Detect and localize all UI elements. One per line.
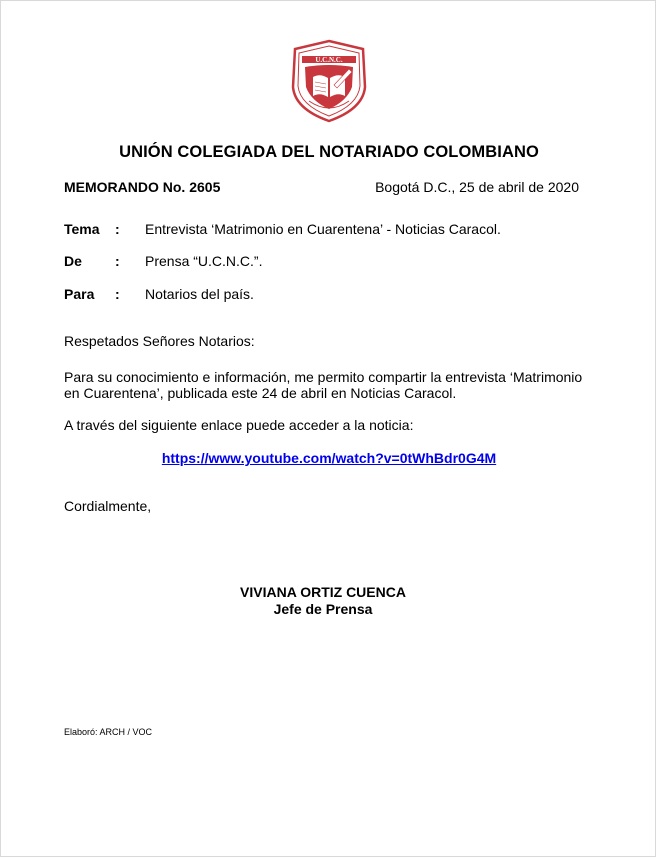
field-label-de: De (64, 253, 82, 269)
field-value-tema: Entrevista ‘Matrimonio en Cuarentena’ - Noticias Caracol. (145, 221, 501, 237)
signatory-title: Jefe de Prensa (273, 601, 373, 617)
field-colon-para: : (115, 286, 120, 302)
organization-title: UNIÓN COLEGIADA DEL NOTARIADO COLOMBIANO (119, 143, 539, 161)
link-intro: A través del siguiente enlace puede acceder a la noticia: (64, 417, 414, 433)
field-value-de: Prensa “U.C.N.C.”. (145, 253, 263, 269)
memo-number: MEMORANDO No. 2605 (64, 179, 221, 195)
signatory-name: VIVIANA ORTIZ CUENCA (240, 584, 406, 600)
field-colon-tema: : (115, 221, 120, 237)
ucnc-seal-logo (289, 39, 369, 123)
paragraph-line-1: Para su conocimiento e información, me permito compartir la entrevista ‘Matrimonio (64, 369, 583, 385)
closing: Cordialmente, (64, 498, 152, 514)
paragraph-line-2: en Cuarentena’, publicada este 24 de abril en Noticias Caracol. (64, 385, 457, 401)
field-label-para: Para (64, 286, 95, 302)
greeting: Respetados Señores Notarios: (64, 333, 255, 349)
place-date: Bogotá D.C., 25 de abril de 2020 (375, 179, 579, 195)
link-container (1, 450, 656, 468)
field-value-para: Notarios del país. (145, 286, 254, 302)
youtube-link[interactable]: https://www.youtube.com/watch?v=0tWhBdr0G4M (161, 450, 497, 466)
field-colon-de: : (115, 253, 120, 269)
seal-text: U.C.N.C. (315, 56, 343, 64)
prepared-by-footer: Elaboró: ARCH / VOC (64, 727, 153, 737)
field-label-tema: Tema (64, 221, 100, 237)
